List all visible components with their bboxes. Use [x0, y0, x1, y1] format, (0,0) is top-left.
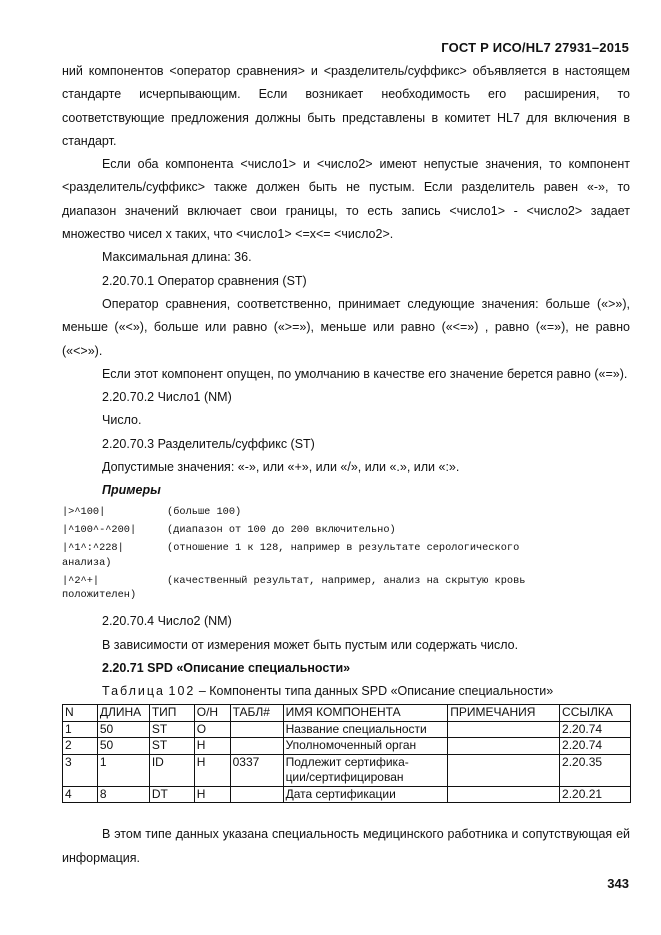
table-cell: Подлежит сертифика- ции/сертифицирован: [283, 754, 448, 786]
table-caption: [62, 680, 630, 703]
table-cell: [230, 738, 283, 755]
paragraph: Если оба компонента <число1> и <число2> имеют непустые значения, то компонент <разделитель/суффикс> также должен быть не пустым. Если разделитель равен «-», то диапазон значений включает свои границы, то есть запись <число1> - <число2> задает множество чисел x таких, что <число1> <=x<= <число2>.: [62, 157, 630, 242]
table-caption-word: Таблица: [102, 684, 166, 699]
table-cell: ST: [149, 721, 194, 738]
table-row: [63, 786, 631, 803]
section-heading: 2.20.70.1 Оператор сравнения (ST): [102, 273, 307, 288]
table-cell: [448, 754, 560, 786]
paragraph: В этом типе данных указана специальность медицинского работника и сопутствующая ей информация.: [62, 827, 630, 865]
table-cell: 0337: [230, 754, 283, 786]
paragraph: Если этот компонент опущен, по умолчанию в качестве его значение берется равно («=»).: [102, 366, 628, 381]
table-header-cell: ИМЯ КОМПОНЕНТА: [283, 705, 448, 722]
table-header-cell: N: [63, 705, 98, 722]
paragraph: Оператор сравнения, соответственно, принимает следующие значения: больше («>»), меньше («<»), больше или равно («>=»), меньше или равно («<=») , равно («=»), не равно («<>»).: [62, 296, 630, 358]
table-cell: 1: [97, 754, 149, 786]
table-caption-text: – Компоненты типа данных SPD «Описание специальности»: [195, 684, 554, 699]
table-cell: 3: [63, 754, 98, 786]
page-content: [62, 60, 630, 870]
table-cell: 2.20.35: [560, 754, 631, 786]
table-cell: H: [194, 786, 230, 803]
page-number: 343: [607, 876, 629, 891]
table-cell: H: [194, 754, 230, 786]
example-line: |>^100| (больше 100): [62, 505, 242, 518]
example-line: |^1^:^228| (отношение 1 к 128, например в результате серологического анализа): [62, 542, 520, 569]
table-cell: 8: [97, 786, 149, 803]
example-line: |^100^-^200| (диапазон от 100 до 200 включительно): [62, 523, 396, 536]
table-cell: [448, 721, 560, 738]
example-line: |^2^+| (качественный результат, например, анализ на скрытую кровь положителен): [62, 574, 526, 602]
table-header-cell: ТАБЛ#: [230, 705, 283, 722]
table-header-cell: ДЛИНА: [97, 705, 149, 722]
table-cell: O: [194, 721, 230, 738]
section-heading: 2.20.70.2 Число1 (NM): [102, 390, 232, 405]
table-cell: 4: [63, 786, 98, 803]
table-cell: 50: [97, 721, 149, 738]
table-row: [63, 738, 631, 755]
table-cell: 50: [97, 738, 149, 755]
table-cell: 2: [63, 738, 98, 755]
paragraph: ний компонентов <оператор сравнения> и <разделитель/суффикс> объявляется в настоящем стандарте исчерпывающим. Если возникает необходимость его расширения, то соответствующие предложения должны быть представлены в комитет HL7 для включения в стандарт.: [62, 64, 630, 148]
table-cell: 1: [63, 721, 98, 738]
table-cell: [230, 786, 283, 803]
table-cell: DT: [149, 786, 194, 803]
table-header-row: [63, 705, 631, 722]
paragraph: Допустимые значения: «-», или «+», или «/», или «.», или «:».: [102, 460, 460, 475]
table-cell: Уполномоченный орган: [283, 738, 448, 755]
table-cell: ST: [149, 738, 194, 755]
table-row: [63, 721, 631, 738]
table-cell: ID: [149, 754, 194, 786]
table-cell: 2.20.74: [560, 738, 631, 755]
section-heading: 2.20.70.4 Число2 (NM): [102, 614, 232, 629]
table-cell: 2.20.21: [560, 786, 631, 803]
table-cell: [448, 786, 560, 803]
table-row: [63, 754, 631, 786]
document-header: ГОСТ Р ИСО/HL7 27931–2015: [441, 40, 629, 55]
table-cell: H: [194, 738, 230, 755]
table-caption-number: 102: [168, 684, 196, 699]
components-table: [62, 704, 631, 803]
table-header-cell: О/Н: [194, 705, 230, 722]
section-heading: 2.20.71 SPD «Описание специальности»: [102, 661, 351, 676]
paragraph: В зависимости от измерения может быть пустым или содержать число.: [102, 637, 519, 652]
table-cell: [448, 738, 560, 755]
table-header-cell: ТИП: [149, 705, 194, 722]
section-heading: 2.20.70.3 Разделитель/суффикс (ST): [102, 436, 315, 451]
table-cell: Дата сертификации: [283, 786, 448, 803]
table-header-cell: ПРИМЕЧАНИЯ: [448, 705, 560, 722]
paragraph: Максимальная длина: 36.: [102, 250, 252, 265]
table-header-cell: ССЫЛКА: [560, 705, 631, 722]
paragraph: Число.: [102, 413, 142, 428]
table-cell: Название специальности: [283, 721, 448, 738]
examples-title: Примеры: [102, 483, 161, 498]
table-cell: [230, 721, 283, 738]
table-cell: 2.20.74: [560, 721, 631, 738]
